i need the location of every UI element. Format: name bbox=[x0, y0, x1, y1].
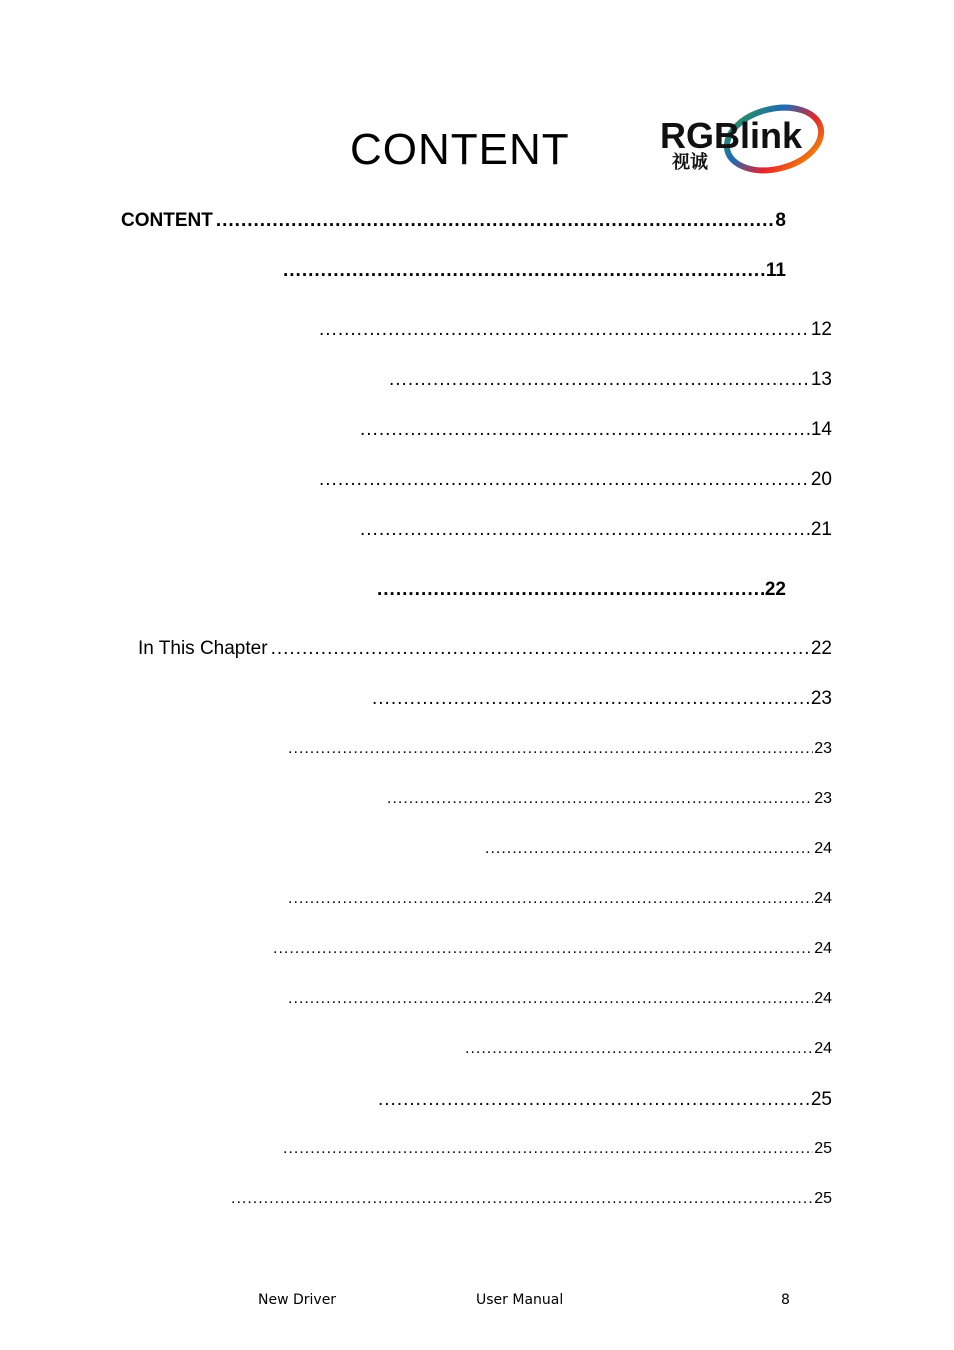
toc-entry-page: 24 bbox=[814, 890, 832, 907]
toc-leader-dots bbox=[372, 685, 810, 713]
toc-entry[interactable] bbox=[374, 576, 786, 604]
toc-entry[interactable] bbox=[316, 316, 832, 344]
toc-entry[interactable] bbox=[369, 685, 832, 713]
toc-leader-dots bbox=[231, 1187, 813, 1211]
toc-entry-content[interactable] bbox=[121, 207, 786, 235]
toc-entry[interactable] bbox=[384, 787, 832, 811]
toc-entry-page: 22 bbox=[764, 579, 786, 600]
toc-entry-page: 14 bbox=[810, 419, 832, 440]
toc-entry-page: 24 bbox=[814, 1040, 832, 1057]
toc-leader-dots bbox=[360, 416, 810, 444]
toc-entry-page: 25 bbox=[814, 1190, 832, 1207]
toc-leader-dots bbox=[283, 257, 765, 285]
toc-entry-page: 21 bbox=[810, 519, 832, 540]
toc-entry-page: 23 bbox=[814, 740, 832, 757]
toc-entry-page: 25 bbox=[814, 1140, 832, 1157]
toc-leader-dots bbox=[319, 316, 810, 344]
toc-entry[interactable] bbox=[280, 257, 786, 285]
toc-leader-dots bbox=[319, 466, 810, 494]
toc-leader-dots bbox=[273, 937, 813, 961]
svg-text:视诚: 视诚 bbox=[672, 152, 708, 173]
toc-leader-dots bbox=[271, 635, 810, 663]
toc-entry[interactable] bbox=[375, 1086, 832, 1114]
toc-entry-page: 23 bbox=[814, 790, 832, 807]
toc-entry-page: 24 bbox=[814, 940, 832, 957]
toc-entry-page: 20 bbox=[810, 469, 832, 490]
toc-entry-page: 25 bbox=[810, 1089, 832, 1110]
toc-entry-page: 24 bbox=[814, 840, 832, 857]
toc-entry-page: 8 bbox=[775, 210, 786, 231]
toc-entry-page: 11 bbox=[765, 260, 786, 281]
toc-entry[interactable] bbox=[386, 366, 832, 394]
toc-leader-dots bbox=[288, 987, 813, 1011]
toc-leader-dots bbox=[283, 1137, 813, 1161]
toc-entry[interactable] bbox=[270, 937, 832, 961]
toc-entry-page: 22 bbox=[810, 638, 832, 659]
toc-leader-dots bbox=[288, 737, 813, 761]
toc-entry-page: 13 bbox=[810, 369, 832, 390]
svg-text:RGBlink: RGBlink bbox=[660, 115, 803, 156]
toc-leader-dots bbox=[360, 516, 810, 544]
toc-entry-in-this-chapter[interactable] bbox=[138, 635, 832, 663]
toc-entry-page: 23 bbox=[810, 688, 832, 709]
footer-document-type: User Manual bbox=[476, 1292, 564, 1308]
toc-entry[interactable] bbox=[482, 837, 832, 861]
toc-leader-dots bbox=[465, 1037, 813, 1061]
toc-leader-dots bbox=[485, 837, 813, 861]
toc-entry[interactable] bbox=[462, 1037, 832, 1061]
toc-entry[interactable] bbox=[228, 1187, 832, 1211]
toc-entry-page: 12 bbox=[810, 319, 832, 340]
footer-product-name: New Driver bbox=[258, 1292, 337, 1308]
page-title: CONTENT bbox=[350, 125, 570, 174]
toc-leader-dots bbox=[389, 366, 810, 394]
toc-leader-dots bbox=[387, 787, 813, 811]
toc-entry-label: In This Chapter bbox=[138, 638, 268, 659]
toc-entry[interactable] bbox=[285, 737, 832, 761]
toc-entry[interactable] bbox=[285, 887, 832, 911]
toc-entry-label: CONTENT bbox=[121, 210, 213, 231]
toc-entry-page: 24 bbox=[814, 990, 832, 1007]
toc-entry[interactable] bbox=[285, 987, 832, 1011]
toc-leader-dots bbox=[378, 1086, 810, 1114]
toc-leader-dots bbox=[377, 576, 764, 604]
toc-entry[interactable] bbox=[316, 466, 832, 494]
toc-entry[interactable] bbox=[357, 516, 832, 544]
toc-entry[interactable] bbox=[280, 1137, 832, 1161]
footer-page-number: 8 bbox=[781, 1292, 790, 1308]
toc-entry[interactable] bbox=[357, 416, 832, 444]
toc-leader-dots bbox=[288, 887, 813, 911]
toc-leader-dots bbox=[216, 207, 775, 235]
